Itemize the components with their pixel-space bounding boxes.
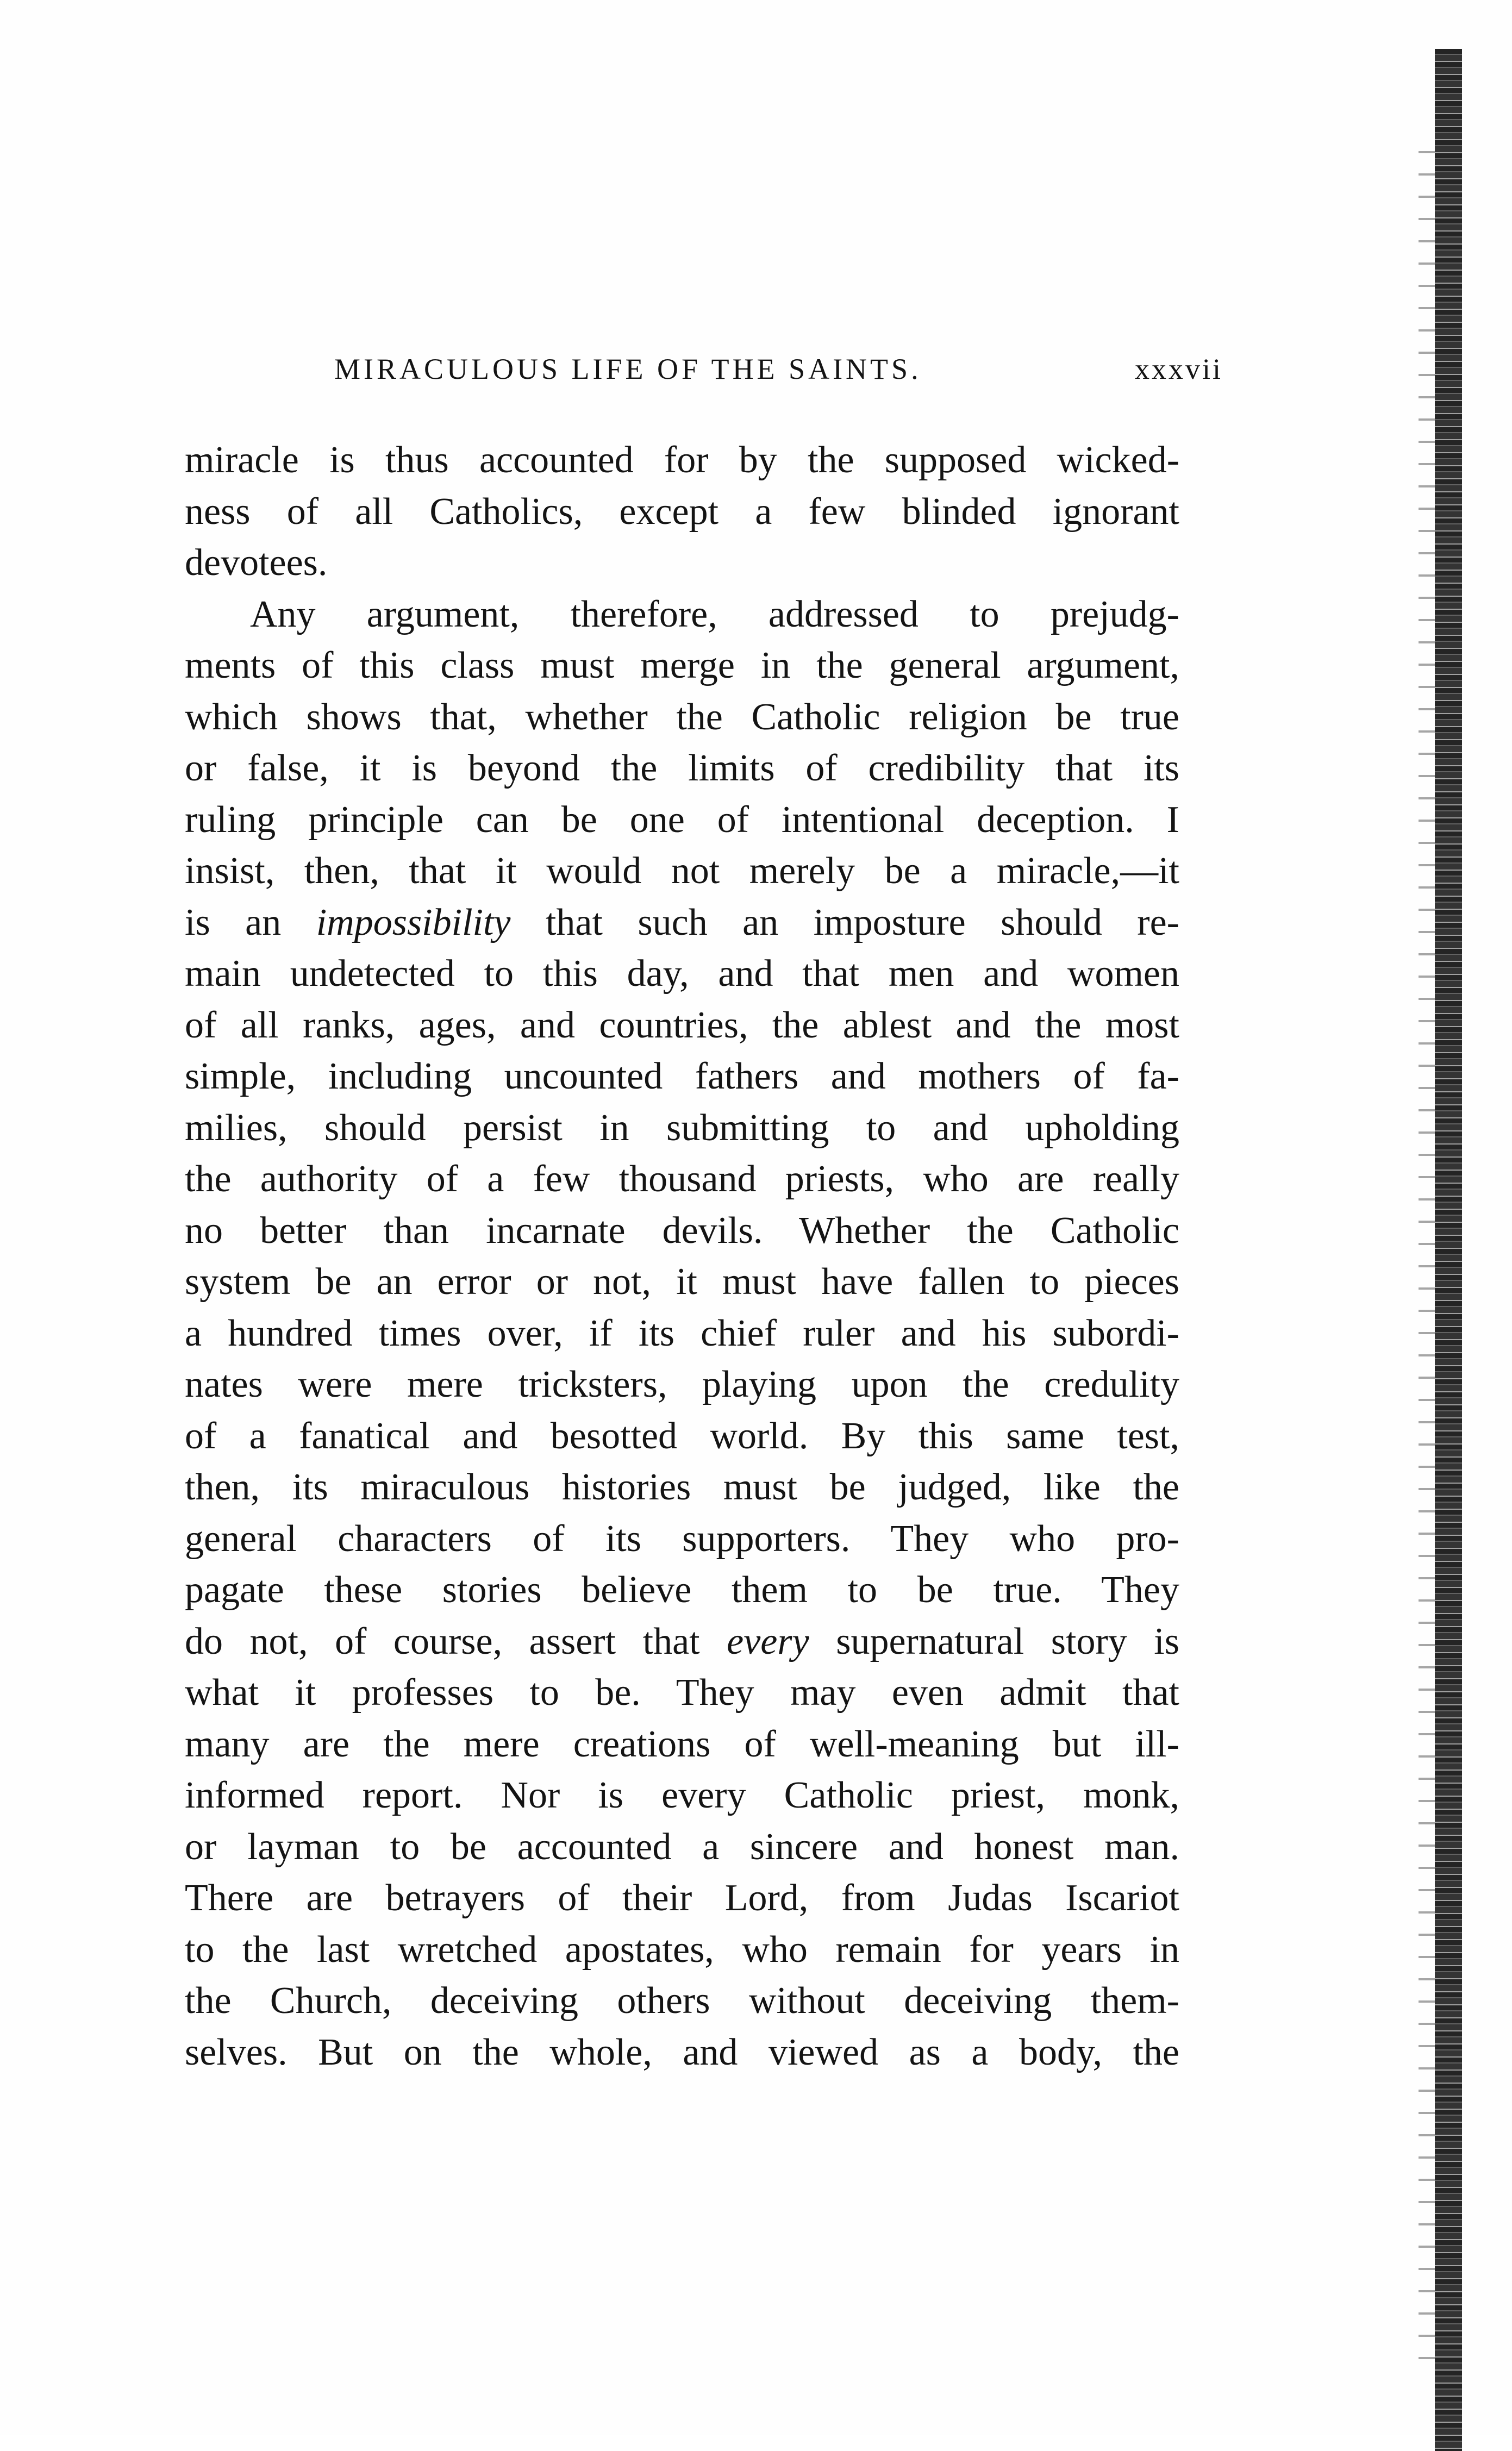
text-line-24-before: do not, of course, assert that — [185, 1620, 727, 1662]
text-line-24-after: supernatural story is — [809, 1620, 1180, 1662]
book-binding-edge — [1435, 49, 1462, 2451]
text-line-16: no better than incarnate devils. Whether the Catholic — [185, 1209, 1179, 1252]
text-line-11: main undetected to this day, and that men and women — [185, 953, 1179, 995]
text-line-9: insist, then, that it would not merely be a miracle,—it — [185, 850, 1179, 892]
text-line-12: of all ranks, ages, and countries, the ablest and the most — [185, 1004, 1179, 1046]
text-line-15: the authority of a few thousand priests, who are really — [185, 1158, 1179, 1200]
running-title: MIRACULOUS LIFE OF THE SAINTS. — [334, 353, 922, 385]
text-line-10-before: is an — [185, 901, 316, 943]
text-line-26: many are the mere creations of well-meaning but ill- — [185, 1723, 1179, 1765]
text-line-21: then, its miraculous histories must be judged, like the — [185, 1466, 1179, 1508]
text-line-24-italic: every — [727, 1620, 809, 1662]
body-text — [185, 435, 1179, 2078]
page-number: xxxvii — [1134, 353, 1223, 385]
text-line-14: milies, should persist in submitting to and upholding — [185, 1106, 1179, 1149]
text-line-5: ments of this class must merge in the general argument, — [185, 645, 1179, 686]
text-line-19: nates were mere tricksters, playing upon the credulity — [185, 1364, 1179, 1405]
text-line-32: selves. But on the whole, and viewed as a body, the — [185, 2031, 1179, 2073]
text-line-23: pagate these stories believe them to be true. They — [185, 1569, 1179, 1611]
text-line-28: or layman to be accounted a sincere and honest man. — [185, 1825, 1179, 1868]
text-line-27: informed report. Nor is every Catholic priest, monk, — [185, 1774, 1179, 1816]
page-edge-shadow — [1419, 141, 1435, 2369]
text-line-18: a hundred times over, if its chief ruler and his subordi- — [185, 1312, 1179, 1354]
text-line-30: to the last wretched apostates, who remain for years in — [185, 1928, 1179, 1971]
text-line-7: or false, it is beyond the limits of credibility that its — [185, 747, 1179, 789]
text-line-13: simple, including uncounted fathers and mothers of fa- — [185, 1055, 1179, 1097]
text-line-10-italic: impossibility — [316, 901, 511, 943]
text-line-29: There are betrayers of their Lord, from Judas Iscariot — [185, 1877, 1179, 1919]
text-line-3: devotees. — [185, 542, 328, 584]
text-line-4: Any argument, therefore, addressed to prejudg- — [250, 593, 1179, 635]
running-head — [334, 352, 1223, 401]
text-line-10 — [185, 897, 1179, 949]
text-line-10-after: that such an imposture should re- — [510, 901, 1179, 943]
text-line-24 — [185, 1616, 1179, 1668]
text-line-8: ruling principle can be one of intentional deception. I — [185, 798, 1179, 841]
text-line-17: system be an error or not, it must have fallen to pieces — [185, 1261, 1179, 1303]
text-line-2: ness of all Catholics, except a few blinded ignorant — [185, 490, 1179, 533]
text-line-25: what it professes to be. They may even admit that — [185, 1672, 1179, 1714]
text-line-6: which shows that, whether the Catholic religion be true — [185, 696, 1179, 738]
text-line-1: miracle is thus accounted for by the supposed wicked- — [185, 439, 1179, 481]
text-line-22: general characters of its supporters. They who pro- — [185, 1517, 1179, 1560]
text-line-31: the Church, deceiving others without deceiving them- — [185, 1980, 1179, 2022]
text-line-20: of a fanatical and besotted world. By this same test, — [185, 1415, 1179, 1457]
